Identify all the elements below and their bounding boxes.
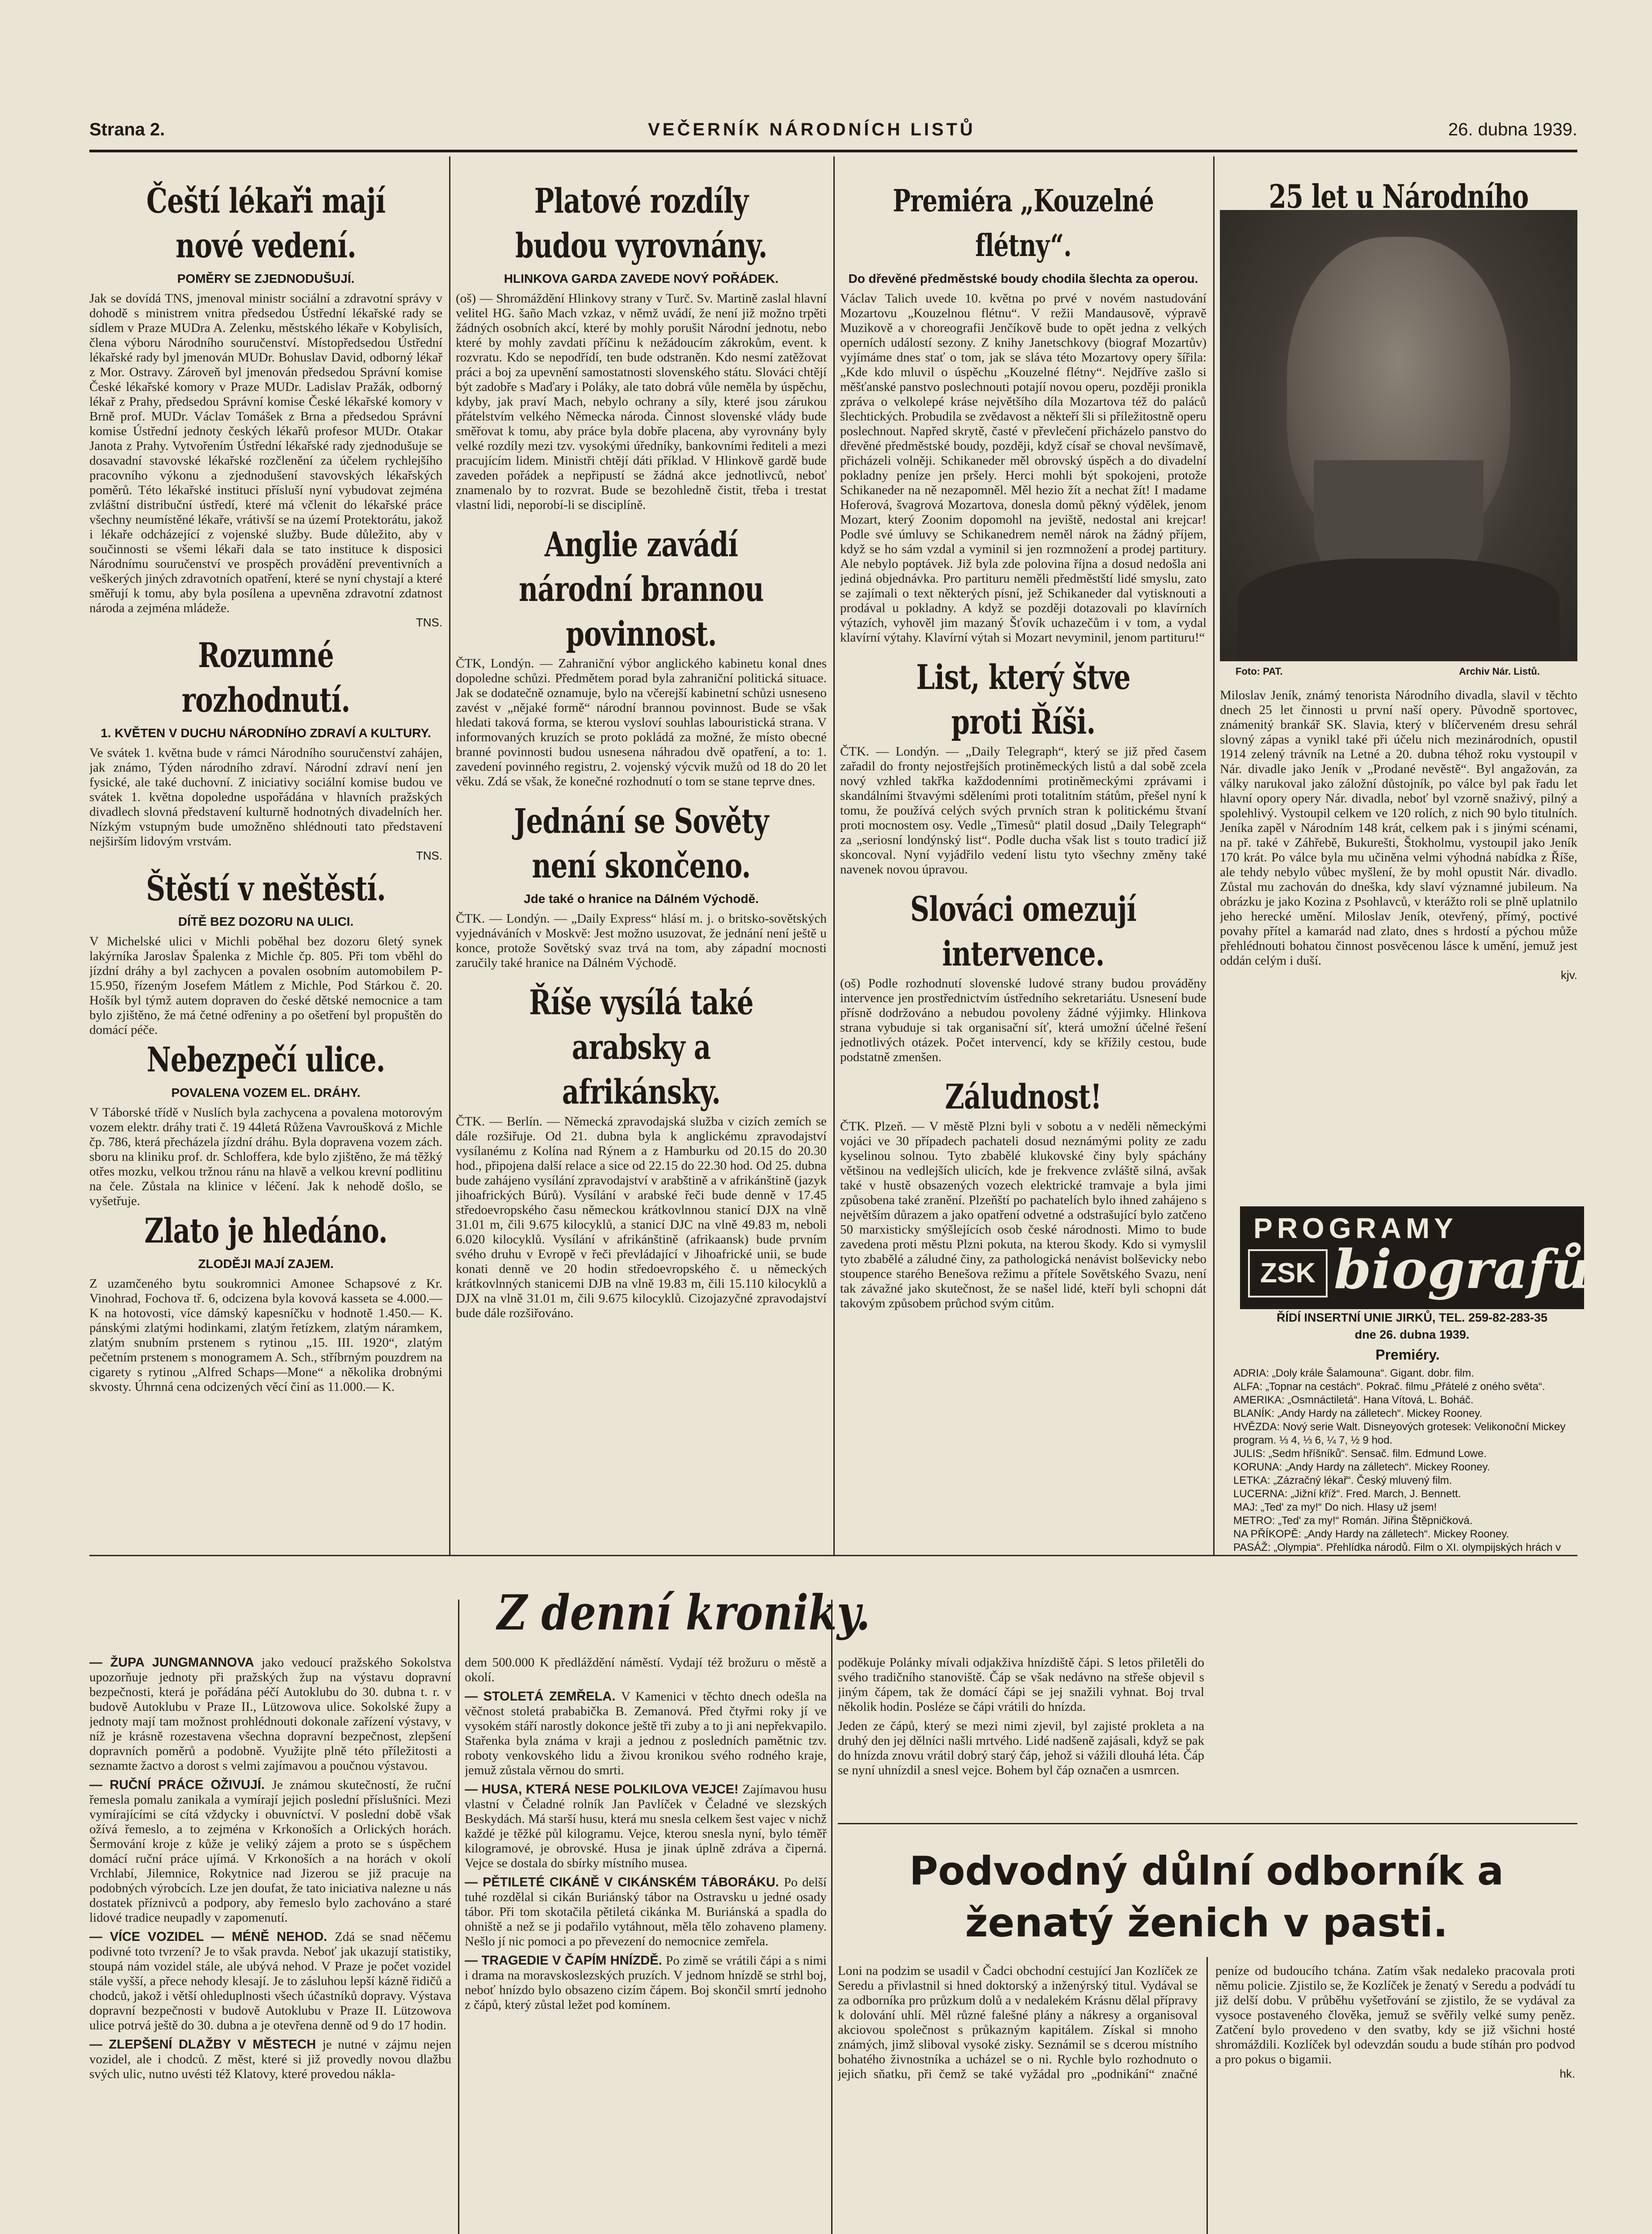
premiera-listing: KORUNA: „Andy Hardy na zálletech“. Mickey Rooney. xyxy=(1233,1461,1490,1473)
byline: TNS. xyxy=(416,616,442,629)
kronika-item-text: V Kamenici v těchto dnech odešla na věčnost stoletá prababička B. Zemanová. Před čtyřmi roky jí ve vysokém stáří narostly dokonce ještě tři zuby a to ji ani nepřekvapilo. Stařenka byla známa v kraji a jednou z posledních pamětnic tzv. roboty venkovského lidu a živou kronikou svého rodného kraje, jemuž zůstala věrnou do smrti. xyxy=(465,1689,827,1777)
ad-logo: ZSK xyxy=(1248,1249,1328,1298)
premiery-list xyxy=(1233,1367,1582,1553)
kronika-item xyxy=(465,1689,827,1778)
premiera-listing: MAJ: „Ted' za my!“ Do nich. Hlasy už jsem! xyxy=(1233,1501,1437,1513)
issue-date: 26. dubna 1939. xyxy=(1448,120,1577,139)
portrait-photo xyxy=(1220,210,1577,661)
kronika-col-2 xyxy=(465,1655,827,2234)
headline: 25 let u Národního xyxy=(1269,179,1529,210)
article-jednani xyxy=(456,799,827,970)
kronika-item-head: — TRAGEDIE V ČAPÍM HNÍZDĚ. xyxy=(465,1953,666,1968)
column-1 xyxy=(89,179,442,1553)
kronika-item xyxy=(465,1875,827,1949)
kronika-item-head: — ZLEPŠENÍ DLAŽBY V MĚSTECH xyxy=(89,2037,323,2052)
kronika-item-text: dem 500.000 K předláždění náměstí. Vydají též brožuru o městě a okolí. xyxy=(465,1655,827,1684)
premiera-listing: LETKA: „Zázračný lékař“. Český mluvený film. xyxy=(1233,1474,1452,1487)
kronika-item-text: poděkuje Polánky mívali odjakživa hnízdiště čápi. S letos přiletěli do svého tradičního stanoviště. Čáp se však nedávno na střeše objevil s jiným čápem, tak že domácí čápi se jej snažili vyhnat. Boj trval několik hodin. Posléze se čápi vrátili do hnízda. xyxy=(838,1655,1204,1714)
article-jubileum xyxy=(1220,688,1577,1202)
column-rule xyxy=(1213,156,1215,1555)
subhead: ZLODĚJI MAJÍ ZAJEM. xyxy=(198,1257,334,1271)
article-text: ČTK. — Londýn. — „Daily Express“ hlásí m. j. o britsko-sovětských vyjednáváních v Moskvě: Jest možno usuzovat, že jednání není ještě u konce, protože Sovětský svaz trvá na tom, aby západní mocnosti zaručily také hranice na Dálném Východě. xyxy=(456,911,827,970)
headline: Čeští lékaři mají nové vedení. xyxy=(146,181,386,265)
column-rule xyxy=(458,1600,459,2234)
photo-archive-credit: Archiv Nár. Listů. xyxy=(1459,666,1540,677)
kronika-item xyxy=(465,1782,827,1871)
article-text: ČTK. Plzeň. — V městě Plzni byli v sobotu a v neděli německými vojáci ve 30 případech pachateli dosud neznámými polity ze zadu kyselinou solnou. Tyto zbabělé klukovské činy byly spáchány většinou na vedlejších ulicích, kde je frekvence zvláště silná, avšak také v hustě obsazených vozech elektrické tramvaje a byla jimi způsobena také zranění. Plzeňští po pachatelích bylo ihned zahájeno s největším důrazem a jako opatření odvetné a odstrašující bylo zatčeno 50 marxisticky smýšlejících osob české národnosti. Mimo to bude zavedena proti městu Plzni pokuta, na kterou škody. Kdo si vymyslil tyto zbabělé a záludné činy, za pathologická nenávist bolševicky nebo stoupence starého Benešova režimu a přítele Sovětského Svazu, není tak závažné jako skutečnost, že se našel lidé, kteří byli schopni dát takovým způsobem průchod svým citům. xyxy=(840,1119,1206,1310)
article-anglie xyxy=(456,522,827,789)
ad-script-title: biografů xyxy=(1334,1238,1590,1301)
kronika-item xyxy=(89,1930,451,2033)
ad-title: PROGRAMY xyxy=(1253,1212,1458,1244)
article-rise xyxy=(456,980,827,1321)
kronika-col-3 xyxy=(838,1655,1204,1821)
kronika-item-head: — STOLETÁ ZEMŘELA. xyxy=(465,1689,621,1704)
kronika-item xyxy=(465,1953,827,2012)
headline: Slováci omezují intervence. xyxy=(910,889,1136,974)
article-lekari xyxy=(89,179,442,630)
article-slovaci xyxy=(840,887,1206,1065)
article-text: Miloslav Jeník, známý tenorista Národního divadla, slavil v těchto dnech 25 let činnosti u první naší opery. Původně sportovec, známenitý brankář SK. Slavia, který v blíčerveném dresu sehrál slovný zápas a vynikl také při účelu nich mezinárodních, opustil 1914 zelený trávník na Letné a 20. dubna téhož roku vystoupil v Nár. divadle jako Jeník v „Prodané nevěstě“. Byl angažován, za války narukoval jako záložní důstojník, po válce byl pak řadu let hlavní opory opery Nár. divadla, neboť byl vzorně snaživý, pilný a spolehlivý. Vystoupil celkem ve 120 rolích, z nich 90 bylo titulních. Jeníka zapěl v Národním 148 krát, celkem pak i s jinými scénami, na př. také v Záhřebě, Bukurešti, Štokholmu, vystoupil jako Jeník 170 krát. Po válce byla mu učiněna velmi výhodná nabídka z Říše, ale tehdy nebylo vůbec myšlení, že by mohl opustit Nár. divadlo. Zůstal mu zachován do dneška, kdy slaví významné jubileum. Na obrázku je jako Kozina z Psohlavců, v kterážto roli se plně uplatnilo jeho herecké umění. Miloslav Jeník, otevřený, přímý, poctivé povahy přítel a kamarád nad zlato, dnes s hrdostí a pýchou může přehlédnouti bohatou činnost posvěcenou lásce k umění, jemuž jest oddán celým i duší. xyxy=(1220,688,1577,968)
section-title: Z denní kroniky. xyxy=(497,1585,870,1641)
headline: Jednání se Sověty není skončeno. xyxy=(514,801,769,886)
page-number: Strana 2. xyxy=(89,120,165,139)
article-text: Jak se dovídá TNS, jmenoval ministr sociální a zdravotní správy v dohodě s ministrem vnitra předsedou Ústřední lékařské rady se sídlem v Praze MUDra A. Zelenku, městského lékaře v Kobylisích, člena výboru Národního souručenství. Místopředsedou Ústřední lékařské rady byl jmenován MUDr. Bohuslav David, odborný lékař z Mor. Ostravy. Zároveň byl jmenován předsedou Správní komise České lékařské komory v Praze MUDr. Ladislav Pražák, odborný lékař z Prahy, předsedou Správní komise České lékařské komory v Brně prof. MUDr. Václav Tomášek z Brna a předsedou Správní komise Ústřední jednoty českých lékařů profesor MUDr. Otakar Janota z Prahy. Vytvořením Ústřední lékařské rady zjednodušuje se dosavadní stavovské lékařské rozčlenění za účelem rychlejšího pracovního výkonu a zjednodušení stavovských lékařských poměrů. Této lékařské instituci přísluší nyní vybudovat zejména zvláštní distribuční ústředí, které má včlenit do lékařské práce všechny neumístěné lékaře, vrátivší se na území Protektorátu, jakož i lékaře odcházející z vojenské služby. Bude důležito, aby v součinnosti se všemi lékaři dala se tato instituce k disposici Národnímu souručenství ve prospěch provádění preventivních a veškerých jiných zdravotních opatření, které se nyní chystají a které směřují k tomu, aby byla posílena a upevněna zdravotní zdatnost národa a zejména mládeže. xyxy=(89,291,442,615)
kronika-item xyxy=(838,1655,1204,1714)
kronika-item-text: Po zimě se vrátili čápi a s nimi i drama na moravskoslezských pruzích. V jednom hnízdě se strhl boj, neboť hnízdo bylo obsazeno cizím čápem. Boj skončil smrtí jednoho z čápů, který zůstal ležet pod komínem. xyxy=(465,1953,827,2012)
headline-podvodny: Podvodný důlní odborník a ženatý ženich v pasti. xyxy=(909,1848,1504,1946)
column-2 xyxy=(456,179,827,1553)
subhead: POVALENA VOZEM EL. DRÁHY. xyxy=(171,1086,361,1100)
cinema-programs-ad xyxy=(1240,1206,1590,1309)
article-text: V Michelské ulici v Michli poběhal bez dozoru 6letý synek lakýrníka Jaroslav Špalenka z Michle čp. 805. Při tom vběhl do jízdní dráhy a byl zachycen a povalen osobním automobilem P-15.950, řízeným Josefem Mátlem z Michle, Pod Stárkou č. 20. Hošík byl týmž autem dopraven do české dětské nemocnice a tam bylo zjištěno, že má četné odřeniny a po ošetření byl propuštěn do domácí péče. xyxy=(89,934,442,1037)
article-text: Václav Talich uvede 10. května po prvé v novém nastudování Mozartovu „Kouzelnou flétnu“. V režii Mandausově, výpravě Muzikově a v choreografii Jenčíkově bude to opět jedna z velkých operních událostí sezony. Z knihy Janetschkovy (biograf Mozartův) vyjímáme dnes stať o tom, jak se sláva této Mozartovy opery šířila: „Kde kdo mluvil o úspěchu „Kouzelné flétny“. Nejdříve zašlo si měšťanské panstvo poslechnouti potajíí novou operu, později pronikla zpráva o velkolepé kráse největšího díla Mozartova též do paláců šlechtických. Probudila se zvědavost a někteří šli si příležitostně operu poslechnout. Napřed skrytě, časté v převlečení přicházelo panstvo do dřevěné předměstské boudy, později, když císař se choval nevšímavě, přicházeli volněji. Schikaneder měl obrovský úspěch a do divadelní pokladny peníze jen pršely. Herci mohli být spokojeni, protože Schikaneder na ně nezapomněl. Měl hezio žít a nechat žít! I madame Hoferová, švagrová Mozartova, donesla domů pěkný výdělek, jenom Mozart, který Zoonim dopomohl na jeviště, nedostal ani krejcar! Podle své úmluvy se Schikanedrem neměl nárok na žádný příjem, když se ho sám vzdal a vyminil si jen rozmnožení a prodej partitury. Ale nebylo poptávek. Již byla zde polovina října a dosud nedošla ani jediná objednávka. Pro partituru neměli předměstští lidé smyslu, zato se zajímali o text některých písní, jež Schikaneder dal vytisknouti a prodával u pokladny. A když se později dotazovali po klavírních výtazích, vyhověl jim mazaný Šťovík uchazečům i v tom, a vydal klavírní výtahy. Klavírní výtah si Mozart nevyminil, jenom partituru!“ xyxy=(840,291,1206,645)
section-rule xyxy=(89,1555,1577,1556)
headline: List, který štve proti Říši. xyxy=(916,657,1131,742)
premiera-listing: ADRIA: „Doly krále Šalamouna“. Gigant. dobr. film. xyxy=(1233,1367,1474,1379)
ad-date: dne 26. dubna 1939. xyxy=(1354,1328,1470,1341)
column-rule xyxy=(833,156,835,1555)
masthead xyxy=(89,120,1577,147)
premiera-listing: NA PŘÍKOPĚ: „Andy Hardy na zálletech“. Mickey Rooney. xyxy=(1233,1528,1509,1540)
article-premiera xyxy=(840,179,1206,645)
kronika-item-text: Zdá se snad něčemu podivné toto tvrzení? Je to však pravda. Neboť jak ukazují statistiky, stoupá nám vozidel stále, ale ubývá nehod. V Praze je počet vozidel stále vyšší, a přece nehody klesají. Je to zásluhou lepší kázně řidičů a chodců, jakož i větší ohleduplnosti všech účastníků dopravy. Výstava dopravní bezpečnosti v budově Autoklubu v Praze II. Lützowova ulice potrvá ještě do 30. dubna a je otevřena denně od 9 do 17 hodin. xyxy=(89,1930,451,2032)
section-rule xyxy=(838,1823,1577,1824)
subhead: Jde také o hranice na Dálném Východě. xyxy=(524,892,759,906)
premiera-listing: HVĚZDA: Nový serie Walt. Disneyových grotesek: Velikonoční Mickey program. ⅓ 4, ⅓ 6, ¼ 7, ½ 9 hod. xyxy=(1233,1421,1566,1446)
article-text: Ve svátek 1. května bude v rámci Národního souručenství zahájen, jak známo, Týden národního zdraví. Národní zdraví není jen fysické, ale také duchovní. Z iniciativy sociální komise budou ve svátek 1. května dopoledne uspořádána v hlavních pražských divadlech slovná představení kulturně hodnotných divadelních her. Nízkým vstupným bude umožněno shlédnouti tato představení nejširším lidovým vrstvám. xyxy=(89,746,442,848)
photo-credit: Foto: PAT. xyxy=(1236,666,1283,677)
premiera-listing: AMERIKA: „Osmnáctiletá“. Hana Vítová, L. Boháč. xyxy=(1233,1394,1474,1406)
kronika-item-head: — VÍCE VOZIDEL — MÉNĚ NEHOD. xyxy=(89,1930,335,1944)
column-rule xyxy=(831,1600,832,2234)
kronika-item-text: Jeden ze čápů, který se mezi nimi zjevil, byl zajisté prokleta a na druhý den jej dělníci našli mrtvého. Lidé nadšeně zajásali, když se pak do hnízda znovu vrátil dobrý starý čáp, jehož si vážili dlouhá léta. Čáp se nyní uhnízdil a snesl vejce. Bohem byl čáp označen a usmrcen. xyxy=(838,1719,1204,1777)
premiera-listing: BLANÍK: „Andy Hardy na zálletech“. Mickey Rooney. xyxy=(1233,1407,1483,1419)
premiera-listing: METRO: „Ted' za my!“ Román. Jiřina Štěpničková. xyxy=(1233,1515,1473,1527)
article-nebezpeci xyxy=(89,1037,442,1209)
kronika-item xyxy=(89,1778,451,1925)
subhead: 1. KVĚTEN V DUCHU NÁRODNÍHO ZDRAVÍ A KULTURY. xyxy=(101,726,431,740)
article-rozhodnuti xyxy=(89,633,442,863)
column-rule xyxy=(449,156,450,1555)
article-zaludnost xyxy=(840,1075,1206,1311)
kronika-item-head: — PĚTILETÉ CIKÁNĚ V CIKÁNSKÉM TÁBORÁKU. xyxy=(465,1875,784,1890)
jubileum-head xyxy=(1220,179,1577,210)
kronika-item-head: — HUSA, KTERÁ NESE POLKILOVA VEJCE! xyxy=(465,1782,743,1797)
kronika-item-text: jako vedoucí pražského Sokolstva upozorňuje jednoty při pražských žup na výstavu dopravní bezpečnosti, která je pořádána péčí Autoklubu do 30. dubna t. r. v budově Autoklubu v Praze II., Lützowova ulice. Sokolské župy a jednoty mají tam možnost prohlédnouti dokonale zařízení výstavy, v níž je krásně rozestavena všechna dopravní bezpečnost, zlepšení dopravních poměrů a podobně. Využijte plně této příležitosti a seznamte žactvo a dorost s velmi zajímavou a poučnou výstavou. xyxy=(89,1655,451,1773)
article-text: Z uzamčeného bytu soukromnici Amonee Schapsové z Kr. Vinohrad, Fochova tř. 6, odcizena byla kovová kasseta se 4.000.— K na hotovosti, více dámský kapesníčku v hodnotě 1.450.— K. pánskými zlatými hodinkami, zlatým řetízkem, zlatým náramkem, zlatým snubním prstenem s rytinou „15. III. 1920“, zlatým pečetním prstenem s monogramem A. Sch., stříbrným pouzdrem na cigarety s rytinou „Alfred Schaps—Mone“ a několika drobnými skvosty. Úhrnná cena odcizených věcí činí as 11.000.— K. xyxy=(89,1277,442,1394)
article-text: (oš) — Shromáždění Hlinkovy strany v Turč. Sv. Martině zaslal hlavní velitel HG. šaño Mach vzkaz, v němž uvádí, že není již možno trpěti žádných osobních akcí, které by mohly porušit Národní jednotu, nebo které by mohly zavdati příčinu k nežádoucím zákrokům, event. k rozvratu. Kdo se nepodřídí, ten bude odstraněn. Kdo nesmí zatěžovat práci a boj za upevnění samostatnosti slovenského státu. Slováci chtějí být zadobře s Maďary i Poláky, ale tato dobrá vůle neměla by úspěchu, kdyby, jak praví Mach, nebylo ochrany a síly, které jsou zárukou přátelstvím velkého Německa národa. Činnost slovenské vlády bude směřovat k tomu, aby práce byla dobře placena, aby vyrovnány byly velké rozdíly mezi tzv. vysokými úředníky, bankovními řediteli a mezi pracujícím lidem. Ministři chtějí dáti příklad. V Hlinkově gardě bude zaveden pořádek a nepřipustí se žádná akce jednotlivců, neboť znamenalo by to rozvrat. Bude se bezohledně čistit, třeba i trestat vlastní lidi, neporobí-li se disciplíně. xyxy=(456,291,827,512)
subhead: DÍTĚ BEZ DOZORU NA ULICI. xyxy=(178,915,354,928)
premiera-listing: LUCERNA: „Jižní kříž“. Fred. March, J. Bennett. xyxy=(1233,1488,1461,1500)
subhead: Do dřevěné předměstské boudy chodila šlechta za operou. xyxy=(848,272,1198,286)
premiera-listing: ALFA: „Topnar na cestách“. Pokrač. filmu „Přátelé z oného světa“. xyxy=(1233,1381,1545,1393)
headline: Záludnost! xyxy=(945,1077,1102,1117)
kronika-item-head: — ŽUPA JUNGMANNOVA xyxy=(89,1655,262,1670)
ad-agency: ŘÍDÍ INSERTNÍ UNIE JIRKŮ, TEL. 259-82-283-35 xyxy=(1276,1311,1548,1324)
kronika-item xyxy=(838,1719,1204,1778)
article-text: Loni na podzim se usadil v Čadci obchodní cestující Jan Kozlíček ze Seredu a přivlastnil si hned doktorský a inženýrský titul. Vydával se za odborníka pro průzkum dolů a v nedalekém Krásnu dělal přípravy k dolování uhlí. Měl různé falešné plány a nákresy a organisoval akciovou společnost s průkazným kapitálem. Získal si mnoho známých, jimž sliboval vysoké zisky. Seznámil se s dcerou místního bohatého živnostníka a ucházel se o ni. Rychle bylo rozhodnuto o jejich sňatku, při čemž se také vyžádal pro „podnikání“ značné peníze od budoucího tchána. Zatím však nedaleko pracovala proti němu policie. Zjistilo se, že Kozlíček je ženatý v Seredu a podvádí tu již delší dobu. V průběhu vyšetřování se zjistilo, že se vydával za vysoce postaveného člověka, jemuž se svěřily velké sumy peněz. Zatčení bylo provedeno v den svatby, kdy se již všichni hosté shromáždili. Kozlíček byl odevzdán soudu a bude stíhán pro podvod a pro pokus o bigamii. xyxy=(838,1964,1575,2081)
article-text: V Táborské třídě v Nuslích byla zachycena a povalena motorovým vozem elektr. dráhy trati č. 19 44letá Růžena Vavroušková z Michle čp. 786, která přecházela jízdní dráhu. Byla dopravena vozem zách. sboru na kliniku prof. dr. Schloffera, kde bylo zjištěno, že má těžký otřes mozku, velkou tržnou ránu na hlavě a velkou krevní podlitinu na čele. Zůstala na klinice v léčení. Jak k nehodě došlo, se vyšetřuje. xyxy=(89,1105,442,1208)
headline: Premiéra „Kouzelné flétny“. xyxy=(892,183,1154,264)
article-nestesti xyxy=(89,866,442,1037)
article-text: ČTK, Londýn. — Zahraniční výbor anglického kabinetu konal dnes dopoledne schůzi. Předmětem porad byla zahraniční politická situace. Jak se dodatečně oznamuje, bylo na včerejší kabinetní schůzi usneseno zavést v „nějaké formě“ národní brannou povinnost. Bude se však hledati taková forma, se kterou vysloví souhlas labouristická strana. V informovaných kruzích se proto pokládá za možné, že místo obecné branné povinnosti budou usnesena náhradou dvě opatření, a to: 1. zavedení povinného registru, 2. vojenský výcvik mužů od 18 do 20 let věku. Zdá se však, že konečné rozhodnutí o tom se stane teprve dnes. xyxy=(456,656,827,789)
cinema-listings xyxy=(1233,1345,1582,1553)
kronika-item xyxy=(89,2037,451,2082)
article-zlato xyxy=(89,1209,442,1394)
masthead-rule xyxy=(89,150,1577,152)
kronika-item xyxy=(465,1655,827,1685)
article-text: ČTK. — Berlín. — Německá zpravodajská služba v cizích zemích se dále rozšiřuje. Od 21. dubna byla k anglickému zpravodajství vysílanému z Kolína nad Rýnem a z Hamburku od 20.15 do 20.30 hod., připojena další relace a sice od 22.15 do 22.30 hod. Od 25. dubna bude zahájeno vysílání zpravodajství v arabštině a v afrikánštině (jazyk jihoafrických Búrů). Vysílání v arabské řeči bude denně v 17.45 středoevropského času německou krátkovlnnou stanicí DJX na vlně 31.01 m, čili 9.675 kilocyklů, a stanicí DJC na vlně 49.83 m, neboli 6.020 kilocyklů. Vysílání v afrikánštině (afrikaansk) bude prvním svého druhu v Evropě v řeči převládající v Jihoafrické unii, se bude konati denně ve 20 hodin středoevropského č. u německých krátkovlnných stanicemi DJB na vlně 19.83 m, čili 15.110 kilocyklů a DJX na vlně 31.01 m, čili 9.675 kilocyklů. Cizojazyčné zpravodajství bude dále rozšiřováno. xyxy=(456,1114,827,1320)
newspaper-title: VEČERNÍK NÁRODNÍCH LISTŮ xyxy=(648,120,975,139)
article-podvodny xyxy=(838,1964,1575,2234)
article-text: ČTK. — Londýn. — „Daily Telegraph“, který se již před časem zařadil do fronty nejostřejších protiněmeckých listů a dal sobě zcela nový vzhled takřka každodenními protiněmeckými zprávami i skandálními štvavými sděleními proti totalitním státům, přešel nyní k tomu, že používá celých svých prvních stran k politickému štvaní proti mocnostem osy. Vedle „Timesů“ platil dosud „Daily Telegraph“ za „seriosní londýnský list“. Podle ducha však list s touto tradicí již skoncoval. Nyní vyjádřilo vedení listu tyto všechny změny také navenek novou úpravou. xyxy=(840,744,1206,877)
kronika-item-text: Zajímavou husu vlastní v Čeladné rolník Jan Pavlíček v Čeladné ve slezských Beskydách. Má starší husu, která mu snesla celkem šest vajec v nichž každé je těžké půl kilogramu. Vejce, kterou snesla nyní, bylo téměř kilogramové, je obrovské. Husa je jinak úplně zdráva a čiperná. Vejce se dostala do sbírky místního musea. xyxy=(465,1782,827,1870)
kronika-item-head: — RUČNÍ PRÁCE OŽIVUJÍ. xyxy=(89,1778,272,1792)
subhead: POMĚRY SE ZJEDNODUŠUJÍ. xyxy=(177,272,355,286)
premiery-title: Premiéry. xyxy=(1375,1347,1440,1363)
kronika-item-text: Je známou skutečností, že ruční řemesla pomalu zanikala a vymírají jejich poslední příslušníci. Mezi vymírajícími se cítá vždycky i obuvníctví. V poslední době však ožívá řemeslo, a to zejména v Krkonoších a Orlických horách. Šermování kroje z kůže je veliký zájem a proto se s úspěchem domácí ruční práce ujímá. V Krkonoších a na horách v okolí Vrchlabí, Jilemnice, Rokytnice nad Jizerou se již pracuje na podobných výrobcích. Lze jen doufat, že tato iniciativa nalezne u nás dostatek příznivců a podpory, aby řemeslo bylo zachováno a staré lidové tradice neupadly v zapomenutí. xyxy=(89,1778,451,1925)
column-3 xyxy=(840,179,1206,1553)
subhead: HLINKOVA GARDA ZAVEDE NOVÝ POŘÁDEK. xyxy=(504,272,779,286)
premiera-listing: JULIS: „Sedm hříšníků“. Sensač. film. Edmund Lowe. xyxy=(1233,1448,1487,1460)
headline: Zlato je hledáno. xyxy=(144,1211,387,1251)
kronika-item xyxy=(89,1655,451,1773)
headline: Platové rozdíly budou vyrovnány. xyxy=(515,181,767,265)
headline: Anglie zavádí národní brannou povinnost. xyxy=(518,525,764,654)
headline: Nebezpečí ulice. xyxy=(147,1040,385,1079)
headline: Říše vysílá také arabsky a afrikánsky. xyxy=(529,983,753,1112)
headline: Štěstí v neštěstí. xyxy=(146,869,386,908)
byline: kjv. xyxy=(1560,968,1577,982)
article-platove xyxy=(456,179,827,512)
byline: TNS. xyxy=(416,849,442,862)
byline: hk. xyxy=(1560,2067,1575,2080)
headline: Rozumné rozhodnutí. xyxy=(181,635,350,720)
kronika-col-1 xyxy=(89,1655,451,2234)
kronika-item-text: Po delší tuhé rozdělal si cikán Buriánský tábor na Ostravsku u jedné osady tábor. Při tom skotačila pětiletá cikánka M. Buriánská a spadla do ohniště a než se ji podařilo vytáhnout, měla tělo zohaveno plameny. Nešlo jí nic pomoci a po převezení do nemocnice zemřela. xyxy=(465,1875,827,1948)
article-list xyxy=(840,655,1206,877)
article-text: (oš) Podle rozhodnutí slovenské ludové strany budou prováděny intervence jen prostřednictvím ústředního sekretariátu. Usnesení bude přísně dodržováno a nebudou povoleny žádné výjimky. Hlinkova strana vybuduje si tak organisační síť, která umožní účelné řešení jednotlivých otázek. Počet intervencí, kdy se křížily cestou, bude podstatně zmenšen. xyxy=(840,976,1206,1064)
premiera-listing: PASÁŽ: „Olympia“. Přehlídka národů. Film o XI. olympijských hrách v xyxy=(1233,1541,1561,1553)
kronika-item-text: je nutné v zájmu nejen vozidel, ale i chodců. Z měst, které si již provedly novou dlažbu svých ulic, nutno uvésti též Klatovy, které provedou nákla- xyxy=(89,2037,451,2081)
